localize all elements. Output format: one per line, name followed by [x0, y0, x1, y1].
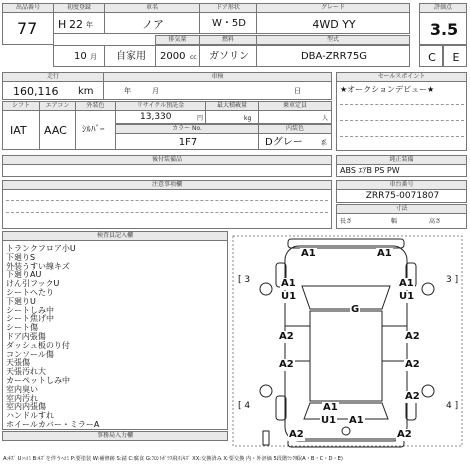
extra-cell	[2, 164, 332, 177]
shift-label: シフト	[2, 101, 40, 111]
inspection-item: 室内内張傷	[6, 402, 46, 412]
sales-label: セールスポイント	[336, 72, 467, 82]
damage-label: A2	[405, 359, 420, 370]
damage-label: U1	[321, 415, 337, 426]
interior-color: Dグレー	[265, 137, 303, 148]
inspection-item: 外装うすい線キズ	[6, 261, 70, 271]
lot-number: 77	[17, 19, 38, 38]
inspection-item: ダッシュ板のり付	[6, 340, 70, 350]
reg-month: 10	[74, 51, 87, 62]
person-unit: 人	[322, 115, 329, 122]
view-number: [ 3	[238, 275, 251, 285]
reg-year: 22	[69, 18, 83, 31]
inspection-item: ドア内張傷	[6, 332, 46, 341]
inspection-item: トランクフロア小U	[6, 244, 76, 253]
score-label: 評価点	[419, 3, 467, 13]
ext-score: E	[452, 51, 460, 64]
damage-label: A1	[281, 278, 296, 289]
length-label: 長さ	[340, 218, 353, 225]
model-value: DBA-ZRR75G	[300, 51, 367, 62]
disp-cell	[155, 45, 200, 67]
notes-cell	[2, 189, 332, 229]
inspection-item: カーペットしみ中	[6, 376, 70, 385]
legend: A:ｷｽﾞ U:ﾍｺﾐ B:ｷｽﾞを伴うﾍｺﾐ P:要塗装 W:補修跡 S:錆 C:腐食 G:ﾌﾛﾝﾄｶﾞﾗｽ飛石ｷｽﾞ XX:交換済み X:要交換 内・外評価 5段階ﾗﾝｸ順(A・B・C・D・E)	[3, 456, 343, 462]
int-score-cell	[419, 45, 443, 67]
view-number: 3 ]	[446, 275, 459, 285]
inspection-item: 室内臭い	[6, 384, 38, 394]
color-value: ｼﾙﾊﾞｰ	[82, 125, 105, 135]
month-unit: 月	[90, 53, 97, 61]
interior-cell	[258, 133, 332, 150]
equip-value: ABS ｴｱB PS PW	[340, 166, 400, 175]
shaken-month-unit: 月	[152, 87, 159, 95]
kg-unit: kg	[244, 115, 252, 122]
height-label: 高さ	[429, 218, 442, 225]
grade-label: グレード	[256, 3, 410, 13]
yen-unit: 円	[197, 115, 204, 122]
load-label: 最大積載量	[205, 101, 259, 111]
view-number: 4 ]	[446, 401, 459, 411]
sales-line	[340, 120, 464, 121]
inspect-cell	[2, 240, 228, 430]
damage-label: A2	[279, 359, 294, 370]
size-cell	[336, 213, 467, 229]
name-label: 車名	[104, 3, 200, 13]
shaken-label: 車検	[103, 72, 332, 82]
inspection-item: 室内汚れ	[6, 393, 38, 403]
inspection-item: コンソール傷	[6, 349, 54, 359]
extra-label: 後付装備品	[2, 155, 332, 165]
fuel-value: ガソリン	[209, 51, 249, 62]
lot-label: 出品番号	[2, 3, 54, 13]
model-cell	[256, 45, 410, 67]
recycle-cell	[115, 110, 206, 124]
damage-label: A1	[301, 248, 316, 259]
disp-label: 排気量	[155, 35, 200, 45]
equip-cell	[336, 164, 467, 177]
notes-line	[6, 200, 328, 201]
load-cell	[205, 110, 259, 124]
ac-label: エアコン	[39, 101, 76, 111]
chassis-label: 車台番号	[336, 180, 467, 190]
inspection-item: シートへたり	[6, 288, 54, 297]
reg-label: 初度登録	[53, 3, 105, 13]
memo-label: 事務局入力欄	[2, 431, 228, 441]
mileage-unit: km	[78, 86, 94, 97]
fuel-label: 燃料	[199, 35, 257, 45]
use-cell	[104, 45, 156, 67]
recycle-value: 13,330	[140, 112, 172, 122]
fuel-cell	[199, 45, 257, 67]
era: H	[58, 18, 67, 31]
damage-label: A2	[289, 429, 304, 440]
shaken-cell	[103, 81, 332, 100]
code-label: カラー No.	[115, 124, 259, 134]
notes-line	[6, 212, 328, 213]
damage-label: G	[351, 304, 360, 315]
grade-value: 4WD YY	[312, 18, 356, 31]
inspect-label: 検査員記入欄	[2, 231, 228, 241]
sales-line	[340, 104, 464, 105]
recycle-label: リサイクル預託金	[115, 101, 206, 111]
notes-label: 注意事項欄	[2, 180, 332, 190]
car-diagram	[228, 231, 467, 451]
year-unit: 年	[86, 21, 93, 29]
width-label: 幅	[391, 218, 398, 225]
damage-label: A1	[399, 278, 414, 289]
sales-point: ★オークションデビュー★	[340, 85, 435, 94]
inspection-item: シート焦げ中	[6, 314, 54, 324]
capacity-cell	[258, 110, 332, 124]
color-cell	[75, 110, 116, 150]
chassis-number: ZRR75-0071807	[365, 191, 440, 201]
damage-label: A2	[405, 391, 420, 402]
mileage-value: 160,116	[13, 85, 59, 98]
door-label: ドア形状	[199, 3, 257, 13]
interior-label: 内装色	[258, 124, 332, 134]
grade-cell	[256, 12, 410, 34]
shift-value: IAT	[10, 124, 27, 137]
damage-label: A2	[279, 331, 294, 342]
sales-line	[340, 136, 464, 137]
door-cell	[199, 12, 257, 34]
inspection-item: ホイールカバー・ミラーA	[6, 420, 100, 429]
inspection-item: 下廻りAU	[6, 270, 42, 280]
shaken-day-unit: 日	[294, 87, 301, 95]
score-cell	[419, 12, 467, 45]
ext-score-cell	[443, 45, 467, 67]
damage-label: A2	[405, 331, 420, 342]
damage-label: A1	[377, 248, 392, 259]
score-value: 3.5	[429, 20, 459, 39]
color-label: 外装色	[75, 101, 116, 111]
inspection-item: ハンドルすれ	[6, 411, 54, 421]
damage-label: U1	[281, 291, 297, 302]
damage-label: A1	[323, 402, 338, 413]
code-cell	[115, 133, 259, 150]
ac-value: AAC	[44, 124, 67, 137]
door-value: W・5D	[212, 18, 246, 29]
inspection-item: シート傷	[6, 323, 38, 333]
mileage-cell	[2, 81, 104, 100]
mileage-label: 走行	[2, 72, 104, 82]
inspection-item: けん引フックU	[6, 279, 60, 289]
damage-label: A1	[349, 415, 364, 426]
inspection-item: シートしみ中	[6, 305, 54, 315]
color-code: 1F7	[178, 137, 198, 148]
size-label: 寸法	[336, 204, 467, 214]
damage-label: U1	[399, 291, 415, 302]
ac-cell	[39, 110, 76, 150]
name-cell	[104, 12, 200, 34]
inspection-item: 天張汚れ大	[6, 367, 46, 377]
reg-month-cell	[53, 45, 105, 67]
view-number: [ 4	[238, 401, 251, 411]
reg-year-cell	[53, 12, 105, 34]
inspection-item: 天張傷	[6, 358, 30, 368]
damage-label: A2	[397, 429, 412, 440]
shift-cell	[2, 110, 40, 150]
sales-cell	[336, 81, 467, 151]
inspection-item: 下廻りU	[6, 296, 36, 306]
use-value: 自家用	[116, 51, 146, 62]
equip-label: 純正装備	[336, 155, 467, 165]
chassis-cell	[336, 189, 467, 203]
shaken-year-unit: 年	[124, 87, 131, 95]
capacity-label: 乗車定員	[258, 101, 332, 111]
kei-unit: 系	[321, 140, 328, 147]
model-label: 型式	[256, 35, 410, 45]
inspection-item: 下廻りS	[6, 252, 36, 262]
disp-unit: cc	[190, 54, 197, 61]
car-name: ノア	[142, 18, 164, 31]
disp-value: 2000	[160, 51, 186, 62]
int-score: C	[428, 51, 436, 64]
lot-cell	[2, 12, 54, 45]
